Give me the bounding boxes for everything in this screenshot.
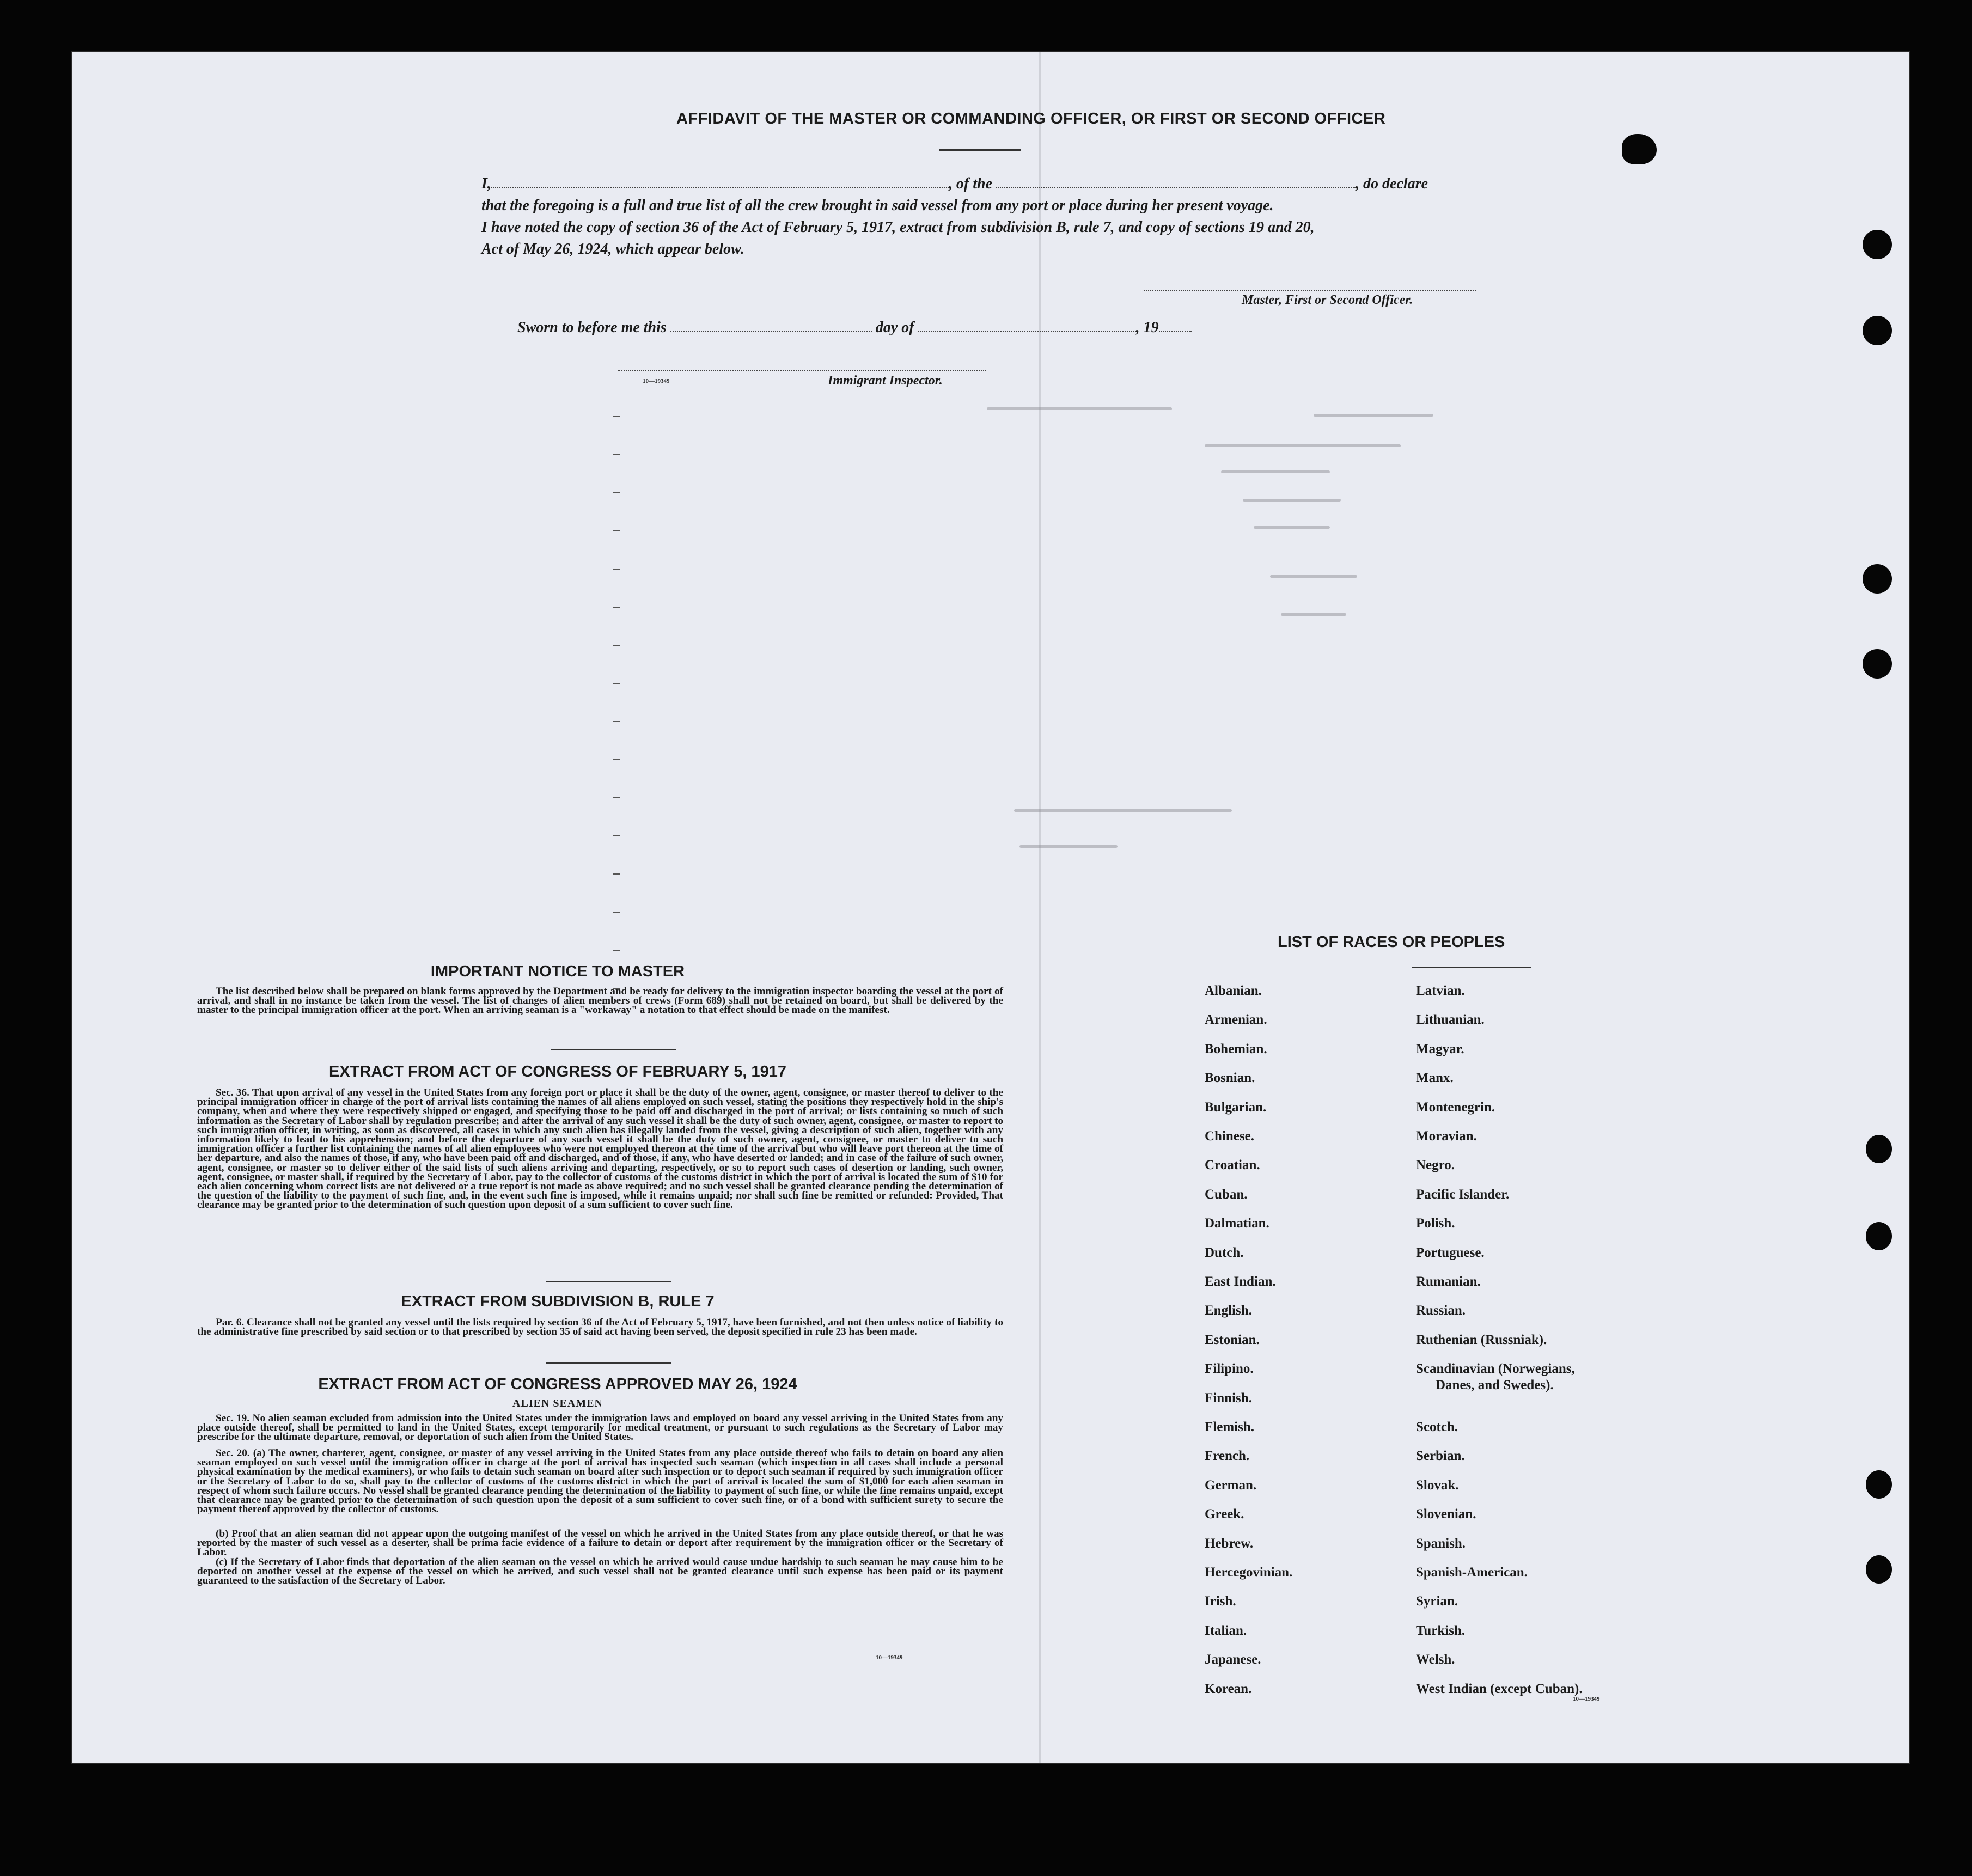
punch-hole [1866,1470,1892,1499]
sec19-body: Sec. 19. No alien seaman excluded from admission into the United States under the immigration laws and employed on board any vessel arriving in the United States from any place outside thereof, shall be permitted to land in the United States, except temporarily for medical treatment, or pursuant to such regulations as the Secretary of Labor may prescribe for the ultimate departure, removal, or deportation of such alien from the United States. [197,1413,1003,1443]
bleed-through-mark [1281,613,1346,616]
race-item: Albanian. [1205,983,1262,998]
race-item: Dalmatian. [1205,1216,1269,1231]
punch-hole [1863,316,1892,345]
row-tick [613,492,620,493]
vessel-blank [996,175,1356,188]
affidavit-declare: , do declare [1356,175,1428,192]
race-item: Bohemian. [1205,1041,1267,1056]
race-item: English. [1205,1303,1252,1318]
race-item: Japanese. [1205,1652,1261,1667]
race-item: Armenian. [1205,1012,1267,1028]
divider [551,1049,676,1050]
sec20c-body: (c) If the Secretary of Labor finds that deportation of the alien seaman on the vessel on which he arrived would cause undue hardship to such seaman he may cause him to be deported on another vessel at the expense of the vessel on which he arrived, and such vessel shall not be granted clearance until such expense has been paid or its payment guaranteed to the satisfaction of the Secretary of Labor. [197,1556,1003,1587]
punch-hole [1866,1555,1892,1584]
extract-1924-title: EXTRACT FROM ACT OF CONGRESS APPROVED MAY 26, 1924 [318,1376,797,1393]
race-item: Turkish. [1416,1623,1466,1638]
bleed-through-mark [1314,414,1433,417]
row-tick [613,912,620,913]
punch-hole [1863,230,1892,259]
race-item: Estonian. [1205,1332,1260,1347]
punch-hole [1866,1135,1892,1163]
extract-rule7-body: Par. 6. Clearance shall not be granted any vessel until the lists required by section 36 of the Act of February 5, 1917, have been furnished, and not then unless notice of liability to the administrative fine prescribed by said section or to that prescribed by section 35 of said act having been served, the deposit specified in rule 23 has been made. [197,1317,1003,1338]
divider [1412,967,1531,968]
row-tick [613,645,620,646]
divider [546,1362,671,1364]
notice-body: The list described below shall be prepared on blank forms approved by the Department and be ready for delivery to the immigration inspector boarding the vessel at the port of arrival, and shall in no instance be taken from the vessel. The list of changes of alien members of crews (Form 689) shall not be retained on board, but shall be delivered by the master to the principal immigration officer at the port. When an arriving seaman is a "workaway" a notation to that effect should be made on the manifest. [197,986,1003,1016]
sec20b-body: (b) Proof that an alien seaman did not appear upon the outgoing manifest of the vessel on which he arrived in the United States from any place outside thereof, or that he was reported by the master of such vessel as a deserter, shall be prima facie evidence of a failure to detain or deport after requirement by the immigration officer or the Secretary of Labor. [197,1528,1003,1559]
race-item: Negro. [1416,1158,1455,1173]
race-item: Magyar. [1416,1041,1464,1056]
row-tick [613,683,620,684]
row-tick [613,607,620,608]
race-item: Spanish-American. [1416,1565,1528,1580]
form-number-top: 10—19349 [643,378,670,384]
row-tick [613,416,620,417]
race-item: Ruthenian (Russniak). [1416,1332,1547,1347]
affidavit-i: I, [481,175,491,192]
form-number-left: 10—19349 [876,1654,903,1661]
race-item: Finnish. [1205,1390,1252,1406]
bleed-through-mark [1205,444,1401,447]
race-item: Irish. [1205,1594,1236,1609]
punch-hole [1863,564,1892,594]
race-item: Slovenian. [1416,1507,1476,1522]
bleed-through-mark [1019,845,1118,848]
row-tick [613,530,620,531]
race-item-continuation: Danes, and Swedes). [1436,1378,1554,1393]
bleed-through-mark [1014,809,1232,812]
master-signature-line [1144,290,1476,291]
ink-blot [1622,134,1657,164]
race-item: Bulgarian. [1205,1099,1267,1115]
bleed-through-mark [1254,526,1330,529]
row-tick [613,797,620,798]
master-signature-label: Master, First or Second Officer. [1242,293,1413,307]
row-tick [613,759,620,760]
race-item: Russian. [1416,1303,1466,1318]
race-item: Pacific Islander. [1416,1187,1510,1202]
race-item: Hercegovinian. [1205,1565,1293,1580]
sworn-line [517,317,1192,339]
race-item: Lithuanian. [1416,1012,1485,1028]
races-title: LIST OF RACES OR PEOPLES [1278,933,1505,951]
notice-title: IMPORTANT NOTICE TO MASTER [430,963,685,980]
document-page [72,52,1909,1763]
day-of-text: day of [875,319,914,336]
race-item: Italian. [1205,1623,1247,1638]
extract-1917-title: EXTRACT FROM ACT OF CONGRESS OF FEBRUARY 5, 1917 [328,1063,787,1080]
race-item: Greek. [1205,1507,1244,1522]
name-blank [491,175,949,188]
race-item: Korean. [1205,1681,1252,1696]
year-text: , 19 [1135,319,1159,336]
extract-rule7-title: EXTRACT FROM SUBDIVISION B, RULE 7 [401,1293,715,1310]
affidavit-of-the: , of the [948,175,993,192]
race-item: Serbian. [1416,1449,1465,1464]
race-item: Portuguese. [1416,1245,1485,1260]
race-item: Montenegrin. [1416,1099,1495,1115]
row-tick [613,569,620,570]
page-fold [1039,52,1041,1763]
sworn-text: Sworn to before me this [517,319,667,336]
month-blank [918,319,1136,332]
race-item: Spanish. [1416,1536,1466,1551]
race-item: German. [1205,1477,1257,1493]
race-item: Cuban. [1205,1187,1248,1202]
affidavit-line4: Act of May 26, 1924, which appear below. [481,241,744,258]
race-item: Welsh. [1416,1652,1455,1667]
punch-hole [1863,649,1892,679]
punch-hole [1866,1222,1892,1250]
affidavit-title: AFFIDAVIT OF THE MASTER OR COMMANDING OFFICER, OR FIRST OR SECOND OFFICER [676,110,1386,127]
race-item: Croatian. [1205,1158,1260,1173]
race-item: Scotch. [1416,1420,1458,1434]
bleed-through-mark [987,407,1172,410]
bleed-through-mark [1243,499,1341,502]
sec20a-body: Sec. 20. (a) The owner, charterer, agent, consignee, or master of any vessel arriving in the United States from any place outside thereof who fails to detain on board any alien seaman employed on such vessel until the immigration officer in charge at the port of arrival has inspected such seaman (which inspection in all cases shall include a personal physical examination by the medical examiners), or who fails to detain such seaman on board after such inspection or to deport such seaman if required by such immigration officer or the Secretary of Labor to do so, shall pay to the collector of customs of the customs district in which the port of arrival is located the sum of $1,000 for each alien seaman in respect of whom such failure occurs. No vessel shall be granted clearance pending the determination of the liability to payment of such fine, or while the fine remains unpaid, except that clearance may be granted prior to the determination of such question upon the deposit of a sum sufficient to cover such fine, or of a bond with sufficient surety to secure the payment thereof approved by the collector of customs. [197,1447,1003,1516]
race-item: Hebrew. [1205,1536,1254,1551]
extract-1917-body: Sec. 36. That upon arrival of any vessel in the United States from any foreign port or place it shall be the duty of the owner, agent, consignee, or master thereof to deliver to the principal immigration officer in charge of the port of arrival lists containing the names of all aliens employed on such vessel, stating the positions they respectively hold in the ship's company, when and where they were respectively shipped or engaged, and specifying those to be paid off and discharged in the port of arrival; or lists containing so much of such information as the Secretary of Labor shall by regulation prescribe; and after the arrival of any such vessel it shall be the duty of such owner, agent, consignee, or master to report to such immigration officer, in writing, as soon as discovered, all cases in which any such alien has illegally landed from the vessel, giving a description of such alien, together with any information likely to lead to his apprehension; and before the departure of any such vessel it shall be the duty of such owner, agent, consignee, or master to deliver to such immigration officer a further list containing the names of all alien employees who were not employed thereon at the time of the arrival but who will leave port thereon at the time of her departure, and also the names of those, if any, who have been paid off and discharged, and of those, if any, who have deserted or landed; and in case of the failure of such owner, agent, consignee, or master so to deliver either of the said lists of such aliens arriving and departing, respectively, or so to report such cases of desertion or landing, such owner, agent, consignee, or master shall, if required by the Secretary of Labor, pay to the collector of customs of the customs district in which the port of arrival is located the sum of $10 for each alien concerning whom correct lists are not delivered or a true report is not made as above required; and no such vessel shall be granted clearance pending the determination of the question of the liability to the payment of such fine, and, in the event such fine is imposed, while it remains unpaid; nor shall such fine be remitted or refunded: Provided, That clearance may be granted prior to the determination of such question upon deposit of a sum sufficient to cover such fine. [197,1087,1003,1211]
race-item: Rumanian. [1416,1274,1481,1289]
divider [546,1281,671,1282]
race-item: Dutch. [1205,1245,1244,1260]
row-tick [613,721,620,722]
bleed-through-mark [1270,575,1357,578]
divider [939,149,1021,151]
affidavit-line2: that the foregoing is a full and true list of all the crew brought in said vessel from any port or place during her present voyage. [481,197,1274,214]
race-item: Bosnian. [1205,1071,1255,1086]
race-item: Latvian. [1416,983,1465,998]
bleed-through-mark [1221,470,1330,473]
row-tick [613,835,620,836]
race-item: Flemish. [1205,1420,1254,1434]
row-tick [613,873,620,875]
inspector-signature-line [618,370,986,371]
day-blank [670,319,872,332]
affidavit-line1 [481,173,1428,195]
race-item: Scandinavian (Norwegians, [1416,1361,1575,1377]
year-blank [1159,319,1192,332]
race-item: Manx. [1416,1071,1454,1086]
race-item: Syrian. [1416,1594,1458,1609]
race-item: Moravian. [1416,1129,1477,1144]
row-tick [613,950,620,951]
race-item: Slovak. [1416,1477,1459,1493]
race-item: West Indian (except Cuban). [1416,1681,1583,1696]
race-item: Chinese. [1205,1129,1254,1144]
race-item: East Indian. [1205,1274,1276,1289]
race-item: Filipino. [1205,1361,1254,1377]
alien-seamen-subtitle: ALIEN SEAMEN [512,1397,603,1409]
affidavit-line3: I have noted the copy of section 36 of the Act of February 5, 1917, extract from subdivision B, rule 7, and copy of sections 19 and 20, [481,219,1315,236]
row-tick [613,454,620,455]
race-item: French. [1205,1449,1250,1464]
form-number-right: 10—19349 [1573,1696,1600,1702]
race-item: Polish. [1416,1216,1455,1231]
inspector-signature-label: Immigrant Inspector. [828,374,943,388]
